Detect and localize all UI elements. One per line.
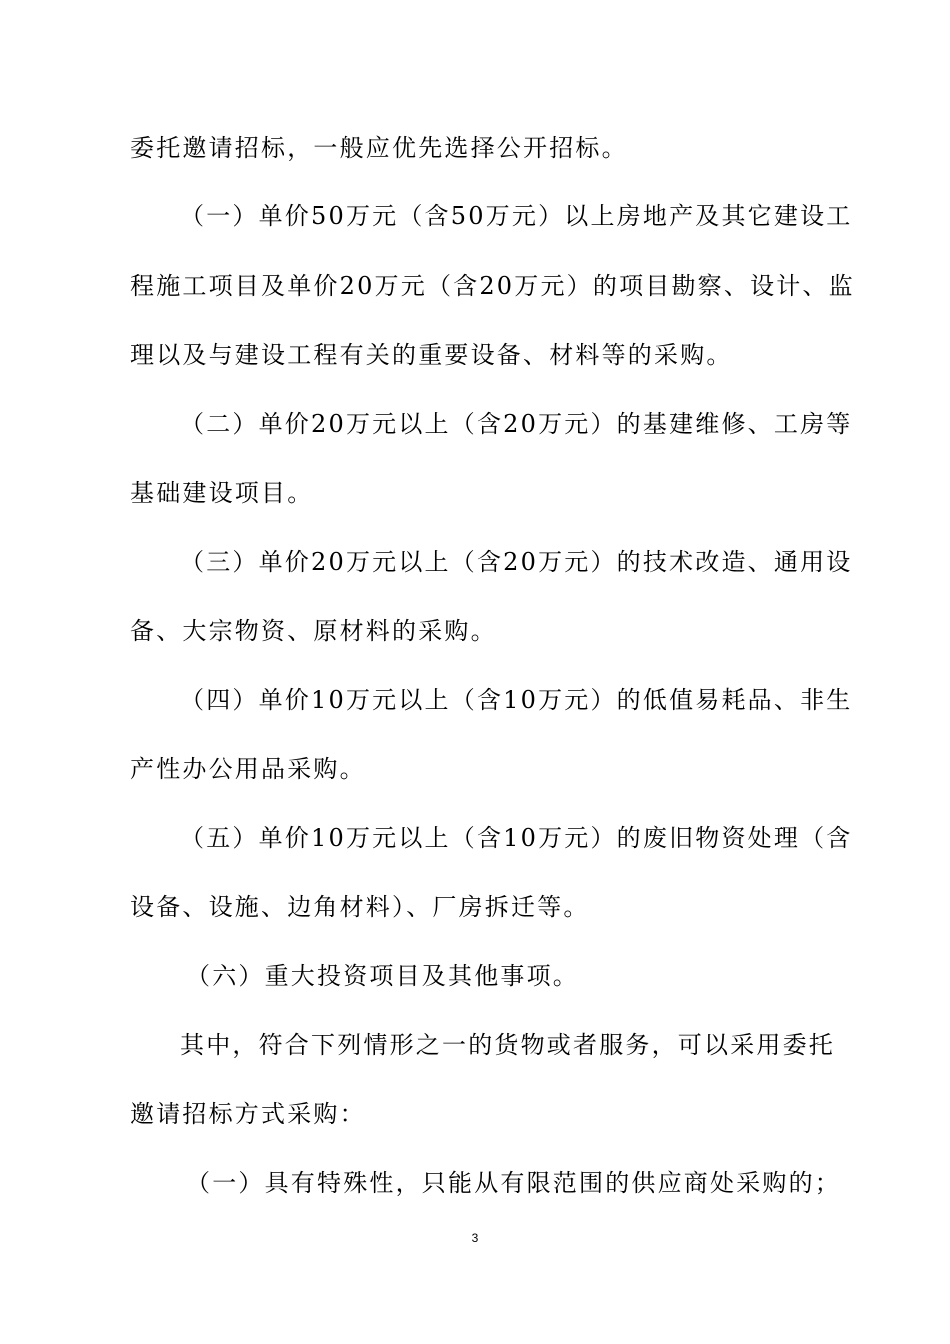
- text-line: （一）具有特殊性，只能从有限范围的供应商处采购的；: [186, 1169, 841, 1197]
- text-line: 设备、设施、边角材料）、厂房拆迁等。: [130, 893, 590, 921]
- text-line: （三）单价20万元以上（含20万元）的技术改造、通用设: [180, 548, 853, 576]
- text-line: （六）重大投资项目及其他事项。: [186, 962, 579, 990]
- text-line: 委托邀请招标，一般应优先选择公开招标。: [130, 134, 628, 162]
- text-line: 产性办公用品采购。: [130, 755, 366, 783]
- text-line: 基础建设项目。: [130, 479, 314, 507]
- text-line: 备、大宗物资、原材料的采购。: [130, 617, 497, 645]
- text-line: （一）单价50万元（含50万元）以上房地产及其它建设工: [180, 202, 853, 230]
- text-line: （四）单价10万元以上（含10万元）的低值易耗品、非生: [180, 686, 853, 714]
- text-line: （二）单价20万元以上（含20万元）的基建维修、工房等: [180, 410, 853, 438]
- text-line: 理以及与建设工程有关的重要设备、材料等的采购。: [130, 341, 733, 369]
- text-line: （五）单价10万元以上（含10万元）的废旧物资处理（含: [180, 824, 853, 852]
- text-line: 程施工项目及单价20万元（含20万元）的项目勘察、设计、监: [130, 272, 855, 300]
- page-number: 3: [471, 1231, 479, 1245]
- text-line: 邀请招标方式采购：: [130, 1100, 366, 1128]
- text-line: 其中，符合下列情形之一的货物或者服务，可以采用委托: [180, 1031, 835, 1059]
